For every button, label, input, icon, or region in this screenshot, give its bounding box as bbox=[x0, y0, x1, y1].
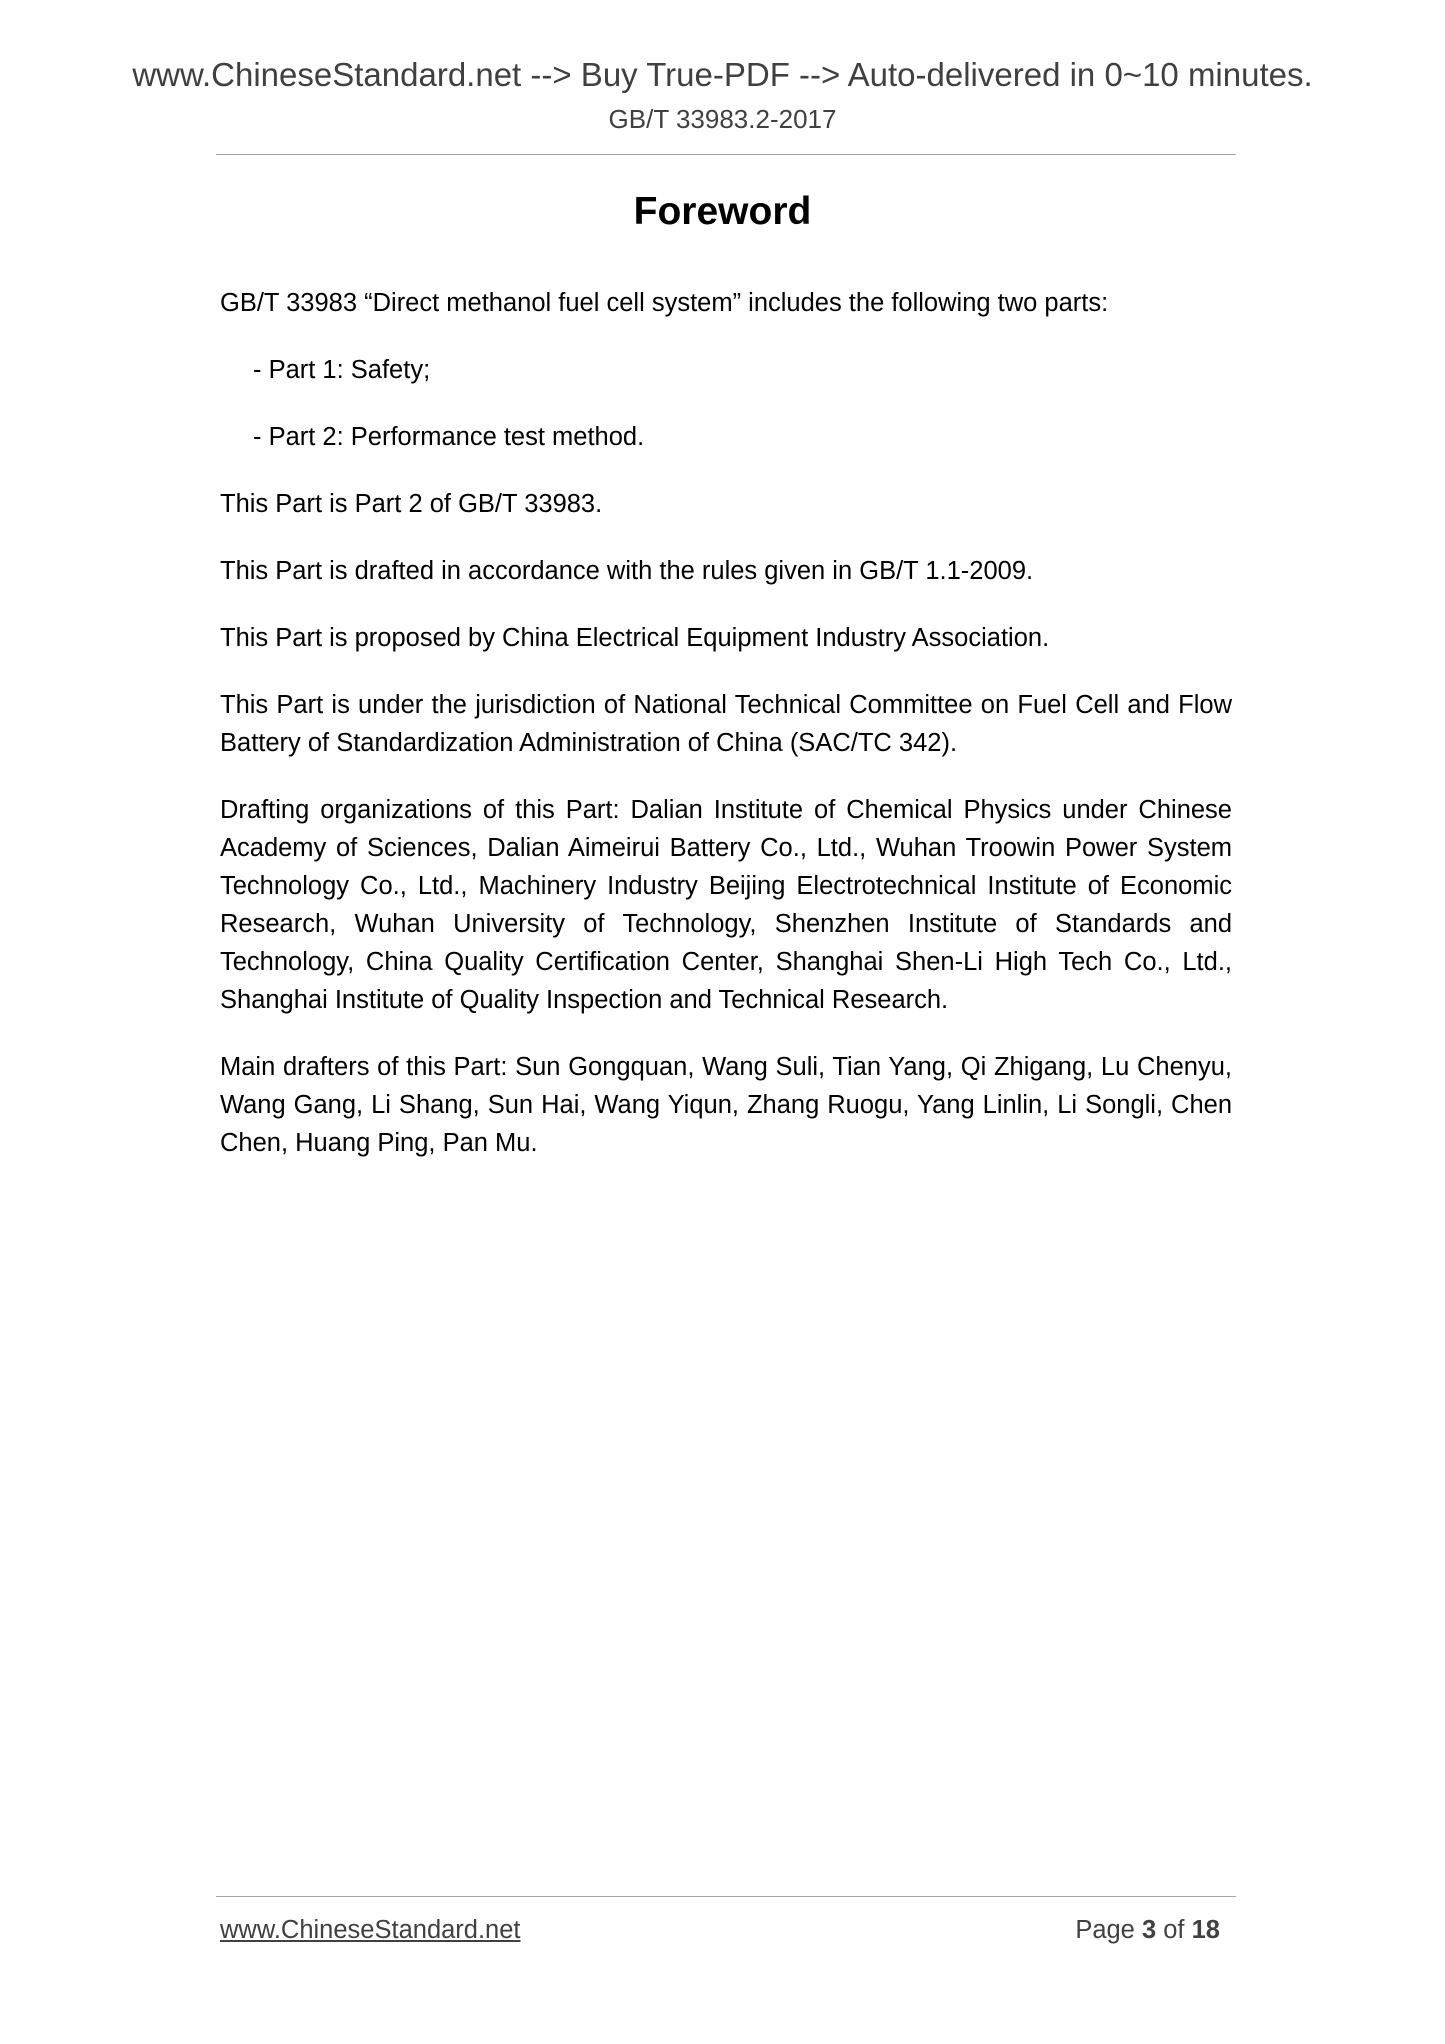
drafting-organizations-paragraph: Drafting organizations of this Part: Dalian Institute of Chemical Physics under Chinese Academy of Sciences, Dalian Aimeirui Battery Co., Ltd., Wuhan Troowin Power System Technology Co., Ltd., Machinery Industry Beijing Electrotechnical Institute of Economic Research, Wuhan University of Technology, Shenzhen Institute of Standards and Technology, China Quality Certification Center, Shanghai Shen-Li High Tech Co., Ltd., Shanghai Institute of Quality Inspection and Technical Research. bbox=[220, 796, 1232, 1014]
document-code: GB/T 33983.2-2017 bbox=[608, 104, 837, 134]
drafting-rules-paragraph: This Part is drafted in accordance with the rules given in GB/T 1.1-2009. bbox=[220, 557, 1034, 585]
page-current: 3 bbox=[1141, 1916, 1157, 1944]
intro-paragraph: GB/T 33983 “Direct methanol fuel cell system” includes the following two parts: bbox=[220, 289, 1109, 317]
page-total: 18 bbox=[1191, 1916, 1220, 1944]
page-label: Page bbox=[1075, 1916, 1135, 1944]
list-item-part-2: - Part 2: Performance test method. bbox=[253, 423, 645, 451]
jurisdiction-paragraph: This Part is under the jurisdiction of National Technical Committee on Fuel Cell and Flow Battery of Standardization Administration of China (SAC/TC 342). bbox=[220, 691, 1232, 757]
footer-divider bbox=[216, 1896, 1236, 1897]
header-divider bbox=[216, 154, 1236, 155]
part-statement-paragraph: This Part is Part 2 of GB/T 33983. bbox=[220, 490, 603, 518]
page-of-label: of bbox=[1163, 1916, 1185, 1944]
footer-site-link[interactable]: www.ChineseStandard.net bbox=[220, 1916, 521, 1944]
foreword-body bbox=[220, 284, 1232, 1191]
main-drafters-paragraph: Main drafters of this Part: Sun Gongquan, Wang Suli, Tian Yang, Qi Zhigang, Lu Chenyu, Wang Gang, Li Shang, Sun Hai, Wang Yiqun, Zhang Ruogu, Yang Linlin, Li Songli, Chen Chen, Huang Ping, Pan Mu. bbox=[220, 1053, 1232, 1157]
site-banner: www.ChineseStandard.net --> Buy True-PDF --> Auto-delivered in 0~10 minutes. bbox=[132, 56, 1313, 93]
proposer-paragraph: This Part is proposed by China Electrical Equipment Industry Association. bbox=[220, 624, 1050, 652]
page-number bbox=[1075, 1916, 1220, 1945]
list-item-part-1: - Part 1: Safety; bbox=[253, 356, 431, 384]
page-title: Foreword bbox=[633, 190, 812, 233]
